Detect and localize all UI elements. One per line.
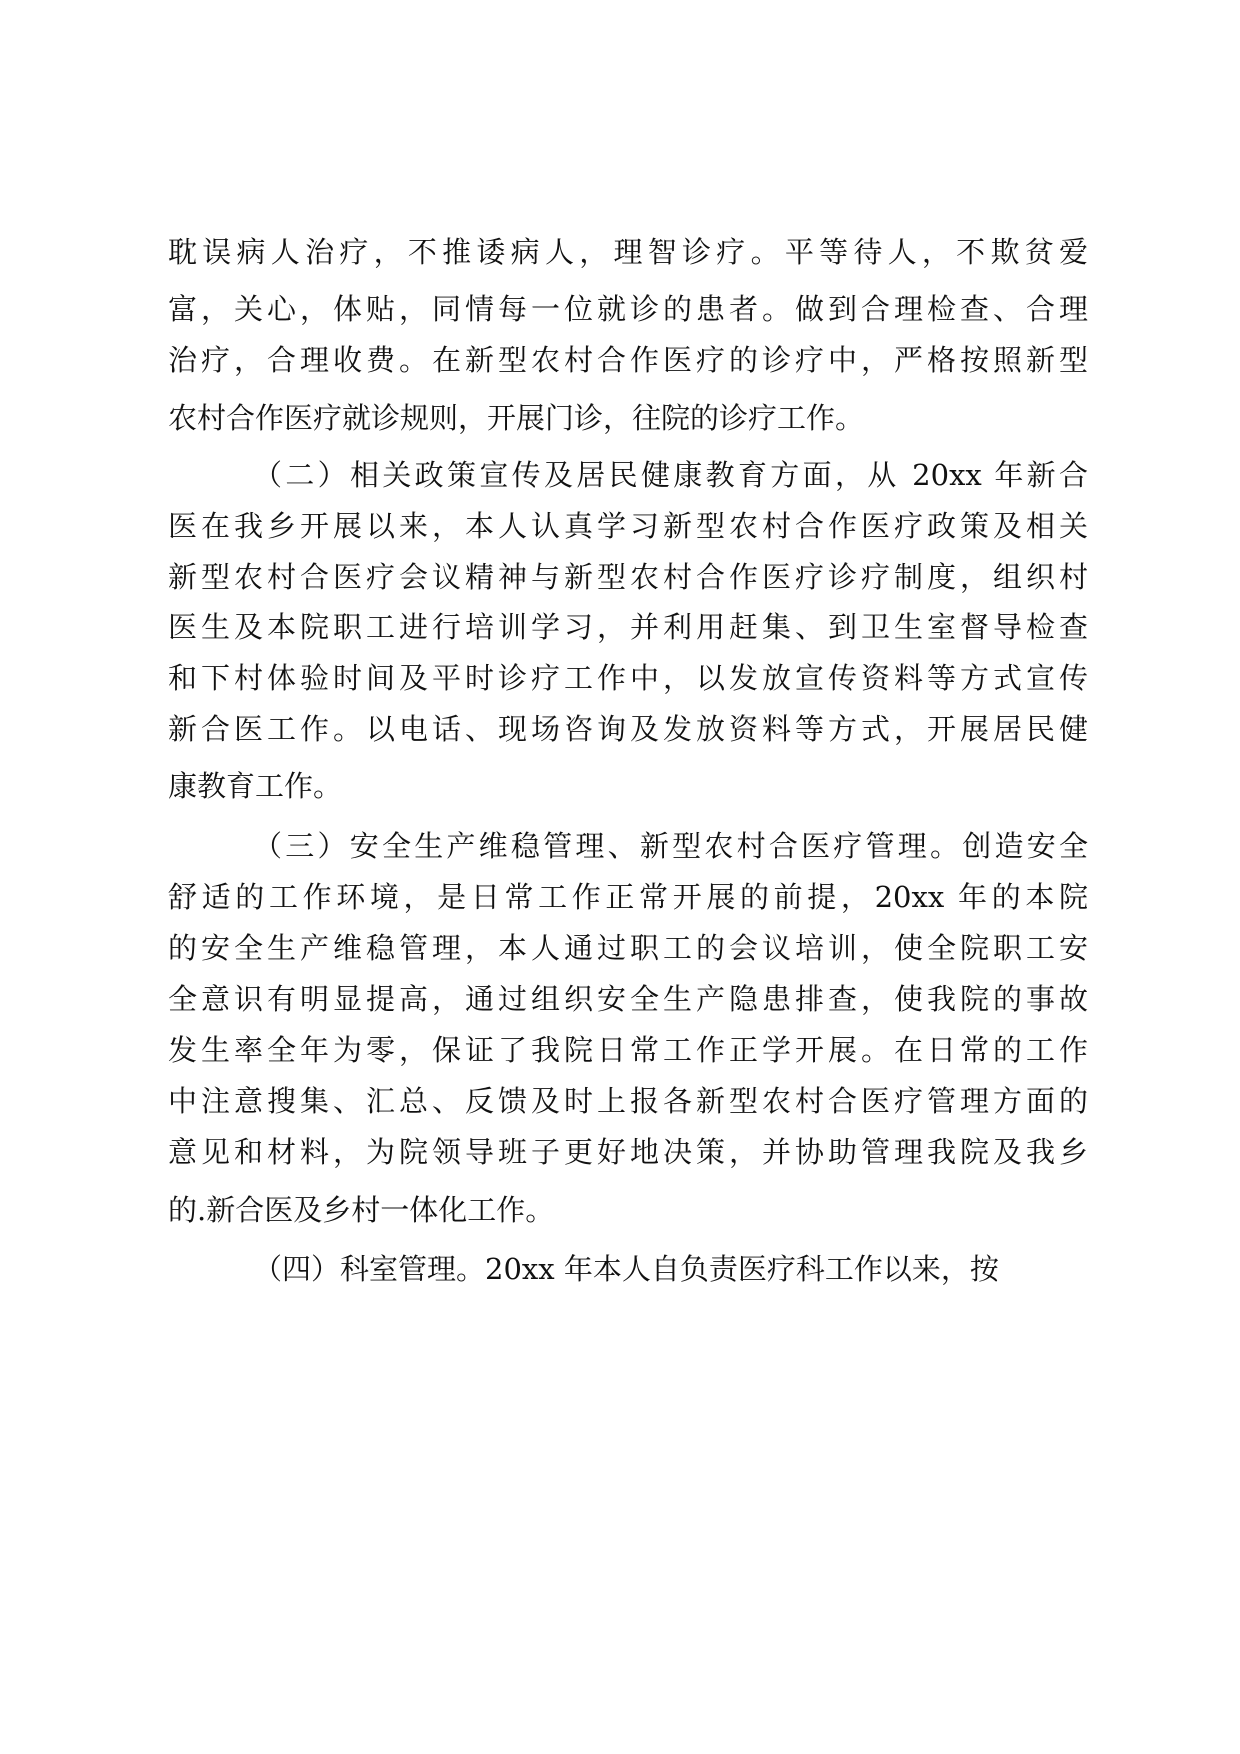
body-line-4: 农村合作医疗就诊规则，开展门诊，往院的诊疗工作。 [168,401,865,435]
body-line-8: 医生及本院职工进行培训学习，并利用赶集、到卫生室督导检查 [168,610,1088,644]
body-line-17: 中注意搜集、汇总、反馈及时上报各新型农村合医疗管理方面的 [168,1084,1088,1118]
body-line-15: 全意识有明显提高，通过组织安全生产隐患排查，使我院的事故 [168,982,1088,1016]
body-line-16: 发生率全年为零，保证了我院日常工作正学开展。在日常的工作 [168,1033,1088,1067]
body-line-18: 意见和材料，为院领导班子更好地决策，并协助管理我院及我乡 [168,1135,1088,1169]
body-line-13: 舒适的工作环境，是日常工作正常开展的前提，20xx 年的本院 [168,880,1088,914]
body-line-19: 的.新合医及乡村一体化工作。 [168,1193,555,1227]
section-4-heading-line: （四）科室管理。20xx 年本人自负责医疗科工作以来，按 [253,1252,999,1286]
body-line-11: 康教育工作。 [168,769,343,803]
body-line-3: 治疗，合理收费。在新型农村合作医疗的诊疗中，严格按照新型 [168,343,1088,377]
body-line-2: 富，关心，体贴，同情每一位就诊的患者。做到合理检查、合理 [168,292,1088,326]
section-2-heading-line: （二）相关政策宣传及居民健康教育方面，从 20xx 年新合 [253,458,1088,492]
body-line-9: 和下村体验时间及平时诊疗工作中，以发放宣传资料等方式宣传 [168,661,1088,695]
body-line-14: 的安全生产维稳管理，本人通过职工的会议培训，使全院职工安 [168,931,1088,965]
body-line-1: 耽误病人治疗，不推诿病人，理智诊疗。平等待人，不欺贫爱 [168,235,1088,269]
section-3-heading-line: （三）安全生产维稳管理、新型农村合医疗管理。创造安全 [253,829,1088,863]
body-line-10: 新合医工作。以电话、现场咨询及发放资料等方式，开展居民健 [168,712,1088,746]
body-line-7: 新型农村合医疗会议精神与新型农村合作医疗诊疗制度，组织村 [168,560,1088,594]
body-line-6: 医在我乡开展以来，本人认真学习新型农村合作医疗政策及相关 [168,509,1088,543]
